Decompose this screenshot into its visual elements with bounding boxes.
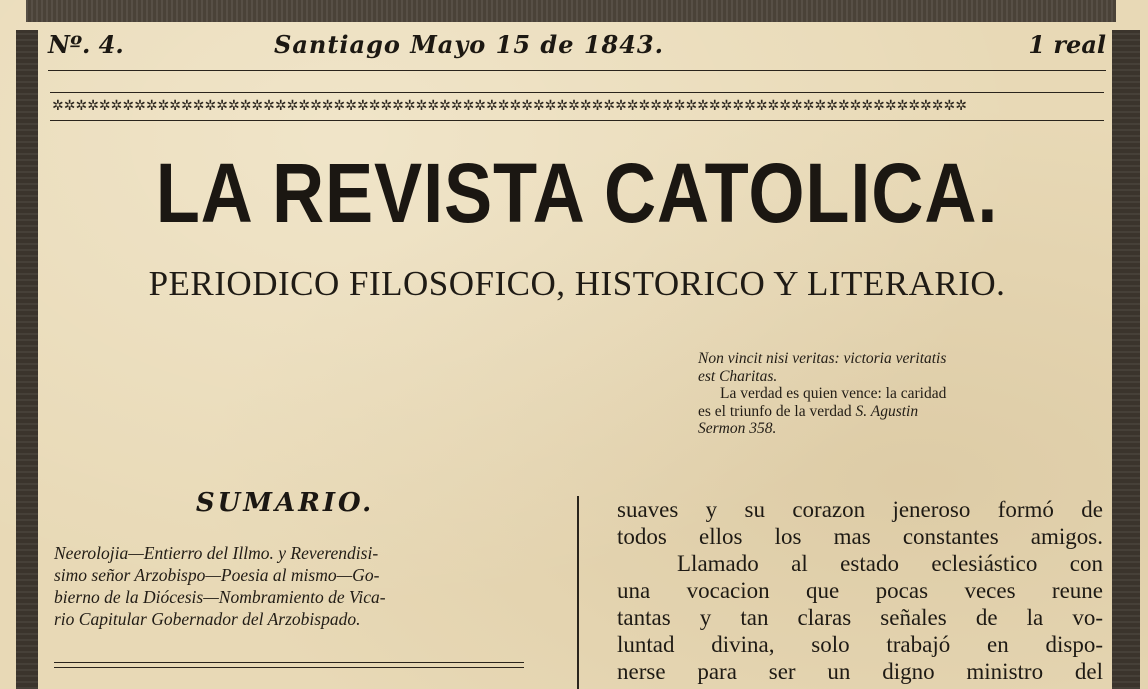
- summary-line: bierno de la Diócesis—Nombramiento de Vica-: [54, 587, 386, 607]
- body-line: una vocacion que pocas veces reune: [617, 578, 1103, 603]
- issue-price: 1 real: [1028, 30, 1106, 59]
- masthead-line: [48, 30, 1106, 60]
- summary-rule: [54, 662, 524, 663]
- summary-line: simo señor Arzobispo—Poesia al mismo—Go-: [54, 565, 380, 585]
- epigraph-spanish-text: es el triunfo de la verdad: [698, 402, 852, 420]
- top-border-bar: [26, 0, 1116, 22]
- body-line: tantas y tan claras señales de la vo-: [617, 605, 1103, 630]
- body-line: nerse para ser un digno ministro del: [617, 659, 1103, 684]
- epigraph-spanish-line: [698, 403, 1088, 421]
- column-divider: [577, 496, 579, 689]
- article-body-column: [617, 496, 1103, 685]
- summary-line: rio Capitular Gobernador del Arzobispado.: [54, 609, 361, 629]
- publication-subtitle: PERIODICO FILOSOFICO, HISTORICO Y LITERARIO.: [148, 264, 1006, 303]
- epigraph-source: Sermon 358.: [698, 420, 777, 437]
- summary-text: [54, 542, 530, 630]
- epigraph-spanish-line: La verdad es quien vence: la caridad: [720, 385, 947, 402]
- issue-number: Nº. 4.: [48, 30, 124, 59]
- summary-heading: SUMARIO.: [195, 488, 375, 518]
- publication-title: LA REVISTA CATOLICA.: [155, 146, 999, 240]
- left-page-edge: [16, 30, 38, 689]
- masthead-rule: [48, 70, 1106, 71]
- summary-rule: [54, 667, 524, 668]
- epigraph-latin-line: est Charitas.: [698, 367, 778, 385]
- right-page-edge: [1112, 30, 1140, 689]
- epigraph-latin-line: Non vincit nisi veritas: victoria veritatis: [698, 350, 947, 367]
- epigraph-author: S. Agustin: [855, 402, 919, 420]
- ornament-rule-top: [50, 92, 1104, 93]
- body-line: suaves y su corazon jeneroso formó de: [617, 497, 1103, 522]
- summary-line: Neerolojia—Entierro del Illmo. y Reverendisi-: [54, 543, 379, 563]
- ornament-rule-bottom: [50, 120, 1104, 121]
- body-line: Llamado al estado eclesiástico con: [677, 551, 1103, 576]
- body-line: todos ellos los mas constantes amigos.: [617, 524, 1103, 549]
- ornamental-border: ✲✲✲✲✲✲✲✲✲✲✲✲✲✲✲✲✲✲✲✲✲✲✲✲✲✲✲✲✲✲✲✲✲✲✲✲✲✲✲✲✲✲✲✲✲✲✲✲✲✲✲✲✲✲✲✲✲✲✲✲✲✲✲✲✲✲✲✲✲✲✲✲✲✲✲✲✲✲: [52, 98, 967, 114]
- issue-date: Santiago Mayo 15 de 1843.: [274, 30, 664, 59]
- body-line: luntad divina, solo trabajó en dispo-: [617, 632, 1103, 657]
- epigraph: [698, 350, 1088, 438]
